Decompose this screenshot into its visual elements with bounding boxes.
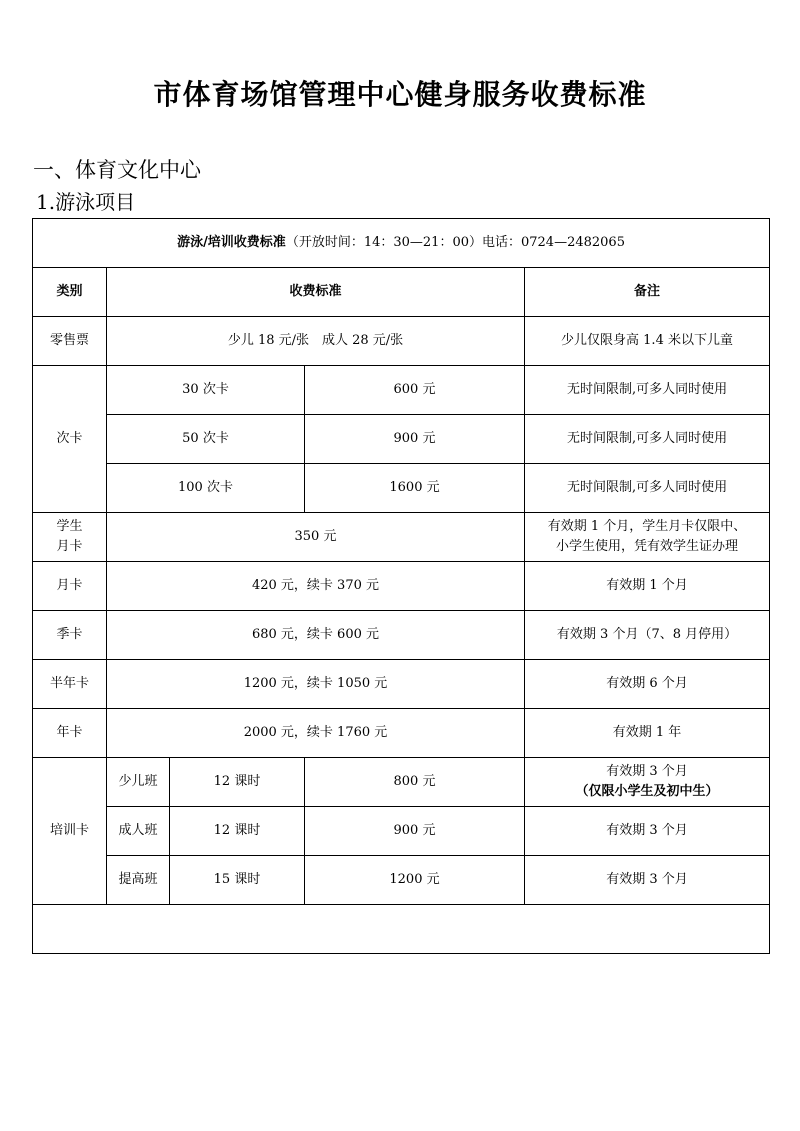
note-cell: 无时间限制,可多人同时使用 — [525, 366, 770, 415]
class-cell: 少儿班 — [107, 758, 170, 807]
price-cell: 900 元 — [305, 415, 525, 464]
price-cell: 600 元 — [305, 366, 525, 415]
fee-cell: 420 元，续卡 370 元 — [107, 562, 525, 611]
table-row — [33, 317, 770, 366]
price-cell: 900 元 — [305, 807, 525, 856]
note-line: 小学生使用，凭有效学生证办理 — [556, 539, 739, 554]
note-cell: 有效期 3 个月 — [525, 856, 770, 905]
banner-hours-phone: （开放时间：14：30—21：00）电话：0724—2482065 — [285, 235, 625, 250]
note-cell: 无时间限制,可多人同时使用 — [525, 464, 770, 513]
fee-table — [32, 218, 770, 954]
fee-cell: 680 元，续卡 600 元 — [107, 611, 525, 660]
fee-cell: 1200 元，续卡 1050 元 — [107, 660, 525, 709]
table-row — [33, 562, 770, 611]
note-line: 有效期 1 个月，学生月卡仅限中、 — [547, 519, 747, 534]
table-row — [33, 709, 770, 758]
price-cell: 1200 元 — [305, 856, 525, 905]
class-cell: 提高班 — [107, 856, 170, 905]
note-cell: 无时间限制,可多人同时使用 — [525, 415, 770, 464]
table-row — [33, 660, 770, 709]
banner-label: 游泳/培训收费标准 — [177, 235, 286, 250]
table-banner-row — [33, 219, 770, 268]
header-note: 备注 — [525, 268, 770, 317]
fee-cell: 2000 元，续卡 1760 元 — [107, 709, 525, 758]
category-cell: 季卡 — [33, 611, 107, 660]
table-banner — [33, 219, 770, 268]
category-cell: 零售票 — [33, 317, 107, 366]
card-name-cell: 100 次卡 — [107, 464, 305, 513]
category-cell: 半年卡 — [33, 660, 107, 709]
category-cell: 年卡 — [33, 709, 107, 758]
note-cell: 有效期 6 个月 — [525, 660, 770, 709]
category-cell: 月卡 — [33, 562, 107, 611]
note-line: 有效期 3 个月 — [606, 764, 688, 779]
note-line-emphasis: （仅限小学生及初中生） — [575, 784, 719, 799]
hours-cell: 12 课时 — [170, 807, 305, 856]
category-cell — [33, 513, 107, 562]
section-heading: 一、体育文化中心 — [33, 158, 201, 182]
note-cell: 少儿仅限身高 1.4 米以下儿童 — [525, 317, 770, 366]
note-cell — [525, 758, 770, 807]
note-cell: 有效期 3 个月 — [525, 807, 770, 856]
hours-cell: 12 课时 — [170, 758, 305, 807]
note-cell: 有效期 3 个月（7、8 月停用） — [525, 611, 770, 660]
price-cell: 800 元 — [305, 758, 525, 807]
note-cell: 有效期 1 个月 — [525, 562, 770, 611]
subsection-heading: 1.游泳项目 — [36, 190, 136, 214]
card-name-cell: 50 次卡 — [107, 415, 305, 464]
note-cell — [525, 513, 770, 562]
fee-cell: 少儿 18 元/张 成人 28 元/张 — [107, 317, 525, 366]
table-row — [33, 611, 770, 660]
header-category: 类别 — [33, 268, 107, 317]
price-cell: 1600 元 — [305, 464, 525, 513]
table-row — [33, 513, 770, 562]
table-row — [33, 366, 770, 415]
page-title: 市体育场馆管理中心健身服务收费标准 — [153, 78, 647, 111]
header-fee: 收费标准 — [107, 268, 525, 317]
category-line: 学生 — [56, 519, 83, 534]
hours-cell: 15 课时 — [170, 856, 305, 905]
table-row — [33, 758, 770, 807]
table-header-row — [33, 268, 770, 317]
category-cell: 次卡 — [33, 366, 107, 513]
card-name-cell: 30 次卡 — [107, 366, 305, 415]
table-row — [33, 807, 770, 856]
empty-cell — [33, 905, 770, 954]
category-line: 月卡 — [56, 539, 83, 554]
category-cell: 培训卡 — [33, 758, 107, 905]
fee-cell: 350 元 — [107, 513, 525, 562]
note-cell: 有效期 1 年 — [525, 709, 770, 758]
class-cell: 成人班 — [107, 807, 170, 856]
table-row-empty — [33, 905, 770, 954]
table-row — [33, 415, 770, 464]
table-row — [33, 856, 770, 905]
table-row — [33, 464, 770, 513]
